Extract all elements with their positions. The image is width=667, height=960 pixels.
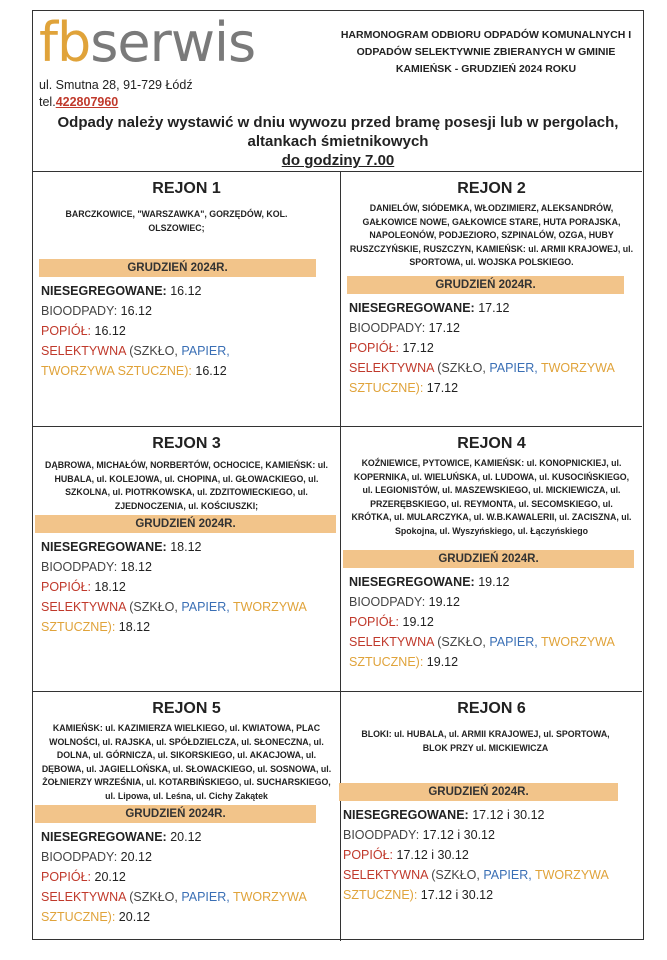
bio-date: 17.12 i 30.12	[422, 828, 495, 842]
region-title: REJON 3	[152, 435, 221, 452]
region-title: REJON 4	[457, 435, 526, 452]
region-6-card	[341, 691, 642, 941]
ash-date: 19.12	[402, 615, 434, 629]
selective-label: SELEKTYWNA	[41, 890, 126, 904]
region-2-card	[341, 171, 642, 426]
bio-date: 16.12	[120, 304, 152, 318]
region-title: REJON 6	[457, 700, 526, 717]
region-5-card	[33, 691, 341, 941]
document-title-line-2: ODPADÓW SELEKTYWNIE ZBIERANYCH W GMINIE	[356, 46, 616, 58]
selective-line	[41, 597, 340, 617]
selective-line-2	[349, 652, 642, 672]
region-areas: BLOKI: ul. HUBALA, ul. ARMII KRAJOWEJ, ul. SPORTOWA, BLOK PRZY ul. MICKIEWICZA	[361, 729, 610, 753]
region-areas: DANIELÓW, SIÓDEMKA, WŁODZIMIERZ, ALEKSANDRÓW, GAŁKOWICE NOWE, GAŁKOWICE STARE, HUTA PORAJSKA, NAPOLEONÓW, PODJEZIORO, SZPINALÓW, OZGA, HUBY RUSZCZYŃSKIE, RUSZCZYN, KAMIEŃSK: ul. ARMII KRAJOWEJ, ul. SPORTOWA, ul. WOJSKA POLSKIEGO.	[349, 203, 634, 267]
mixed-date: 19.12	[478, 575, 510, 589]
bio-label: BIOODPADY:	[349, 595, 426, 609]
ash-label: POPIÓŁ:	[41, 324, 92, 338]
region-schedule	[41, 827, 340, 927]
ash-line	[41, 577, 340, 597]
selective-line	[343, 865, 642, 885]
paper-label: PAPIER,	[181, 600, 230, 614]
region-schedule	[41, 537, 340, 637]
plastic-label-2: SZTUCZNE):	[41, 620, 116, 634]
mixed-label: NIESEGREGOWANE:	[41, 540, 167, 554]
region-1-card	[33, 171, 341, 426]
mixed-waste-line	[41, 537, 340, 557]
fbserwis-logo	[39, 11, 256, 74]
paper-label: PAPIER,	[181, 344, 230, 358]
selective-line-2	[41, 361, 340, 381]
selective-line	[41, 341, 340, 361]
ash-label: POPIÓŁ:	[349, 340, 400, 355]
bio-waste-line	[343, 825, 642, 845]
mixed-date: 17.12	[478, 300, 510, 315]
bio-label: BIOODPADY:	[41, 304, 118, 318]
mixed-waste-line	[41, 281, 340, 301]
mixed-label: NIESEGREGOWANE:	[343, 808, 469, 822]
bio-waste-line	[41, 557, 340, 577]
notice-time: do godziny 7.00	[281, 152, 395, 169]
selective-label: SELEKTYWNA	[41, 600, 126, 614]
month-banner: GRUDZIEŃ 2024R.	[35, 805, 316, 823]
plastic-label-1: TWORZYWA	[541, 360, 615, 375]
ash-label: POPIÓŁ:	[41, 580, 92, 594]
bio-date: 17.12	[428, 320, 460, 335]
selective-line-2	[349, 378, 642, 398]
pickup-notice	[33, 113, 643, 170]
region-title: REJON 1	[152, 180, 221, 197]
bio-waste-line	[349, 592, 642, 612]
region-areas: BARCZKOWICE, "WARSZAWKA", GORZĘDÓW, KOL. OLSZOWIEC;	[65, 209, 288, 233]
month-banner: GRUDZIEŃ 2024R.	[339, 783, 618, 801]
plastic-label-1: TWORZYWA	[541, 635, 615, 649]
header	[33, 11, 643, 171]
selective-line-2	[343, 885, 642, 905]
phone-label: tel.	[39, 95, 56, 109]
schedule-sheet	[32, 10, 644, 940]
selective-label: SELEKTYWNA	[349, 360, 434, 375]
ash-label: POPIÓŁ:	[343, 848, 394, 862]
region-title: REJON 5	[152, 700, 221, 717]
ash-date: 17.12	[402, 340, 434, 355]
mixed-waste-line	[343, 805, 642, 825]
ash-line	[41, 321, 340, 341]
mixed-date: 17.12 i 30.12	[472, 808, 545, 822]
paper-label: PAPIER,	[181, 890, 230, 904]
logo-fb: fb	[39, 11, 91, 74]
notice-line-2: altankach śmietnikowych	[247, 133, 429, 150]
mixed-waste-line	[41, 827, 340, 847]
glass-label: (SZKŁO,	[437, 635, 486, 649]
region-schedule	[349, 298, 642, 398]
mixed-label: NIESEGREGOWANE:	[349, 575, 475, 589]
plastic-label-2: SZTUCZNE):	[349, 655, 424, 669]
selective-label: SELEKTYWNA	[343, 868, 428, 882]
glass-label: (SZKŁO,	[129, 344, 178, 358]
selective-date: 18.12	[118, 620, 151, 634]
bio-waste-line	[349, 318, 642, 338]
ash-date: 16.12	[94, 324, 126, 338]
region-areas: KAMIEŃSK: ul. KAZIMIERZA WIELKIEGO, ul. KWIATOWA, PLAC WOLNOŚCI, ul. RAJSKA, ul. SPÓŁDZIELCZA, ul. SŁONECZNA, ul. DOLNA, ul. GÓRNICZA, ul. SIKORSKIEGO, ul. AKACJOWA, ul. DĘBOWA, ul. JAGIELLOŃSKA, ul. SŁOWACKIEGO, ul. SOSNOWA, ul. ŻOŁNIERZY WRZEŚNIA, ul. KOTARBIŃSKIEGO, ul. SUCHARSKIEGO, ul. Lipowa, ul. Leśna, ul. Cichy Zakątek	[41, 723, 332, 801]
phone-number[interactable]: 422807960	[55, 95, 119, 109]
bio-label: BIOODPADY:	[41, 850, 118, 864]
region-schedule	[41, 281, 340, 381]
glass-label: (SZKŁO,	[129, 890, 178, 904]
month-banner: GRUDZIEŃ 2024R.	[35, 515, 336, 533]
notice-line-1: Odpady należy wystawić w dniu wywozu przed bramę posesji lub w pergolach,	[57, 114, 619, 131]
plastic-label-1: TWORZYWA	[233, 600, 307, 614]
selective-date: 17.12	[426, 380, 459, 395]
selective-date: 19.12	[426, 655, 459, 669]
selective-line-2	[41, 907, 340, 927]
mixed-date: 16.12	[170, 284, 202, 298]
selective-date: 17.12 i 30.12	[420, 888, 494, 902]
region-schedule	[343, 805, 642, 905]
selective-line-2	[41, 617, 340, 637]
month-banner: GRUDZIEŃ 2024R.	[347, 276, 624, 294]
ash-date: 18.12	[94, 580, 126, 594]
plastic-label: TWORZYWA SZTUCZNE):	[41, 364, 192, 378]
selective-label: SELEKTYWNA	[349, 635, 434, 649]
ash-line	[349, 612, 642, 632]
plastic-label-2: SZTUCZNE):	[41, 910, 116, 924]
selective-label: SELEKTYWNA	[41, 344, 126, 358]
region-3-card	[33, 426, 341, 691]
region-areas: DĄBROWA, MICHAŁÓW, NORBERTÓW, OCHOCICE, KAMIEŃSK: ul. HUBALA, ul. KOLEJOWA, ul. CHOPINA, ul. GŁOWACKIEGO, ul. SZKOLNA, ul. PIOTRKOWSKA, ul. ZDZITOWIECKIEGO, ul. ZJEDNOCZENIA, ul. KOŚCIUSZKI;	[45, 460, 328, 511]
ash-label: POPIÓŁ:	[41, 870, 92, 884]
document-title-line-1: HARMONOGRAM ODBIORU ODPADÓW KOMUNALNYCH I	[340, 29, 632, 41]
selective-date: 20.12	[118, 910, 151, 924]
paper-label: PAPIER,	[489, 635, 538, 649]
company-address: ul. Smutna 28, 91-729 Łódź	[39, 78, 193, 92]
plastic-label-2: SZTUCZNE):	[343, 888, 418, 902]
month-banner: GRUDZIEŃ 2024R.	[39, 259, 316, 277]
bio-waste-line	[41, 847, 340, 867]
bio-date: 19.12	[428, 595, 460, 609]
plastic-label-1: TWORZYWA	[535, 868, 609, 882]
bio-label: BIOODPADY:	[343, 828, 420, 842]
plastic-label-1: TWORZYWA	[233, 890, 307, 904]
document-title-line-3: KAMIEŃSK - GRUDZIEŃ 2024 ROKU	[395, 63, 577, 75]
region-areas: KOŹNIEWICE, PYTOWICE, KAMIEŃSK: ul. KONOPNICKIEJ, ul. KOPERNIKA, ul. WIELUŃSKA, ul. LUDOWA, ul. KUSOCIŃSKIEGO, ul. LEGIONISTÓW, ul. MASZEWSKIEGO, ul. MICKIEWICZA, ul. PRZERĘBSKIEGO, ul. REYMONTA, ul. SECOMSKIEGO, ul. KRÓTKA, ul. MULARCZYKA, ul. W.B.KAWALERII, ul. ZACISZNA, ul. Spokojna, ul. Wyszyńskiego, ul. Łączyńskiego	[351, 458, 632, 536]
bio-label: BIOODPADY:	[349, 320, 426, 335]
company-phone	[39, 95, 118, 109]
mixed-date: 20.12	[170, 830, 202, 844]
ash-date: 20.12	[94, 870, 126, 884]
mixed-date: 18.12	[170, 540, 202, 554]
region-title: REJON 2	[457, 180, 526, 197]
mixed-label: NIESEGREGOWANE:	[349, 300, 475, 315]
bio-waste-line	[41, 301, 340, 321]
region-schedule	[349, 572, 642, 672]
bio-label: BIOODPADY:	[41, 560, 118, 574]
selective-line	[349, 358, 642, 378]
ash-date: 17.12 i 30.12	[396, 848, 469, 862]
plastic-label-2: SZTUCZNE):	[349, 380, 424, 395]
mixed-waste-line	[349, 572, 642, 592]
bio-date: 18.12	[120, 560, 152, 574]
glass-label: (SZKŁO,	[129, 600, 178, 614]
ash-line	[349, 338, 642, 358]
document-title	[333, 27, 639, 78]
month-banner: GRUDZIEŃ 2024R.	[343, 550, 634, 568]
paper-label: PAPIER,	[489, 360, 538, 375]
mixed-waste-line	[349, 298, 642, 318]
selective-line	[41, 887, 340, 907]
mixed-label: NIESEGREGOWANE:	[41, 830, 167, 844]
ash-line	[41, 867, 340, 887]
glass-label: (SZKŁO,	[437, 360, 486, 375]
mixed-label: NIESEGREGOWANE:	[41, 284, 167, 298]
region-4-card	[341, 426, 642, 691]
regions-grid	[33, 171, 643, 941]
paper-label: PAPIER,	[483, 868, 532, 882]
ash-line	[343, 845, 642, 865]
logo-serwis: serwis	[90, 11, 256, 74]
selective-line	[349, 632, 642, 652]
glass-label: (SZKŁO,	[431, 868, 480, 882]
ash-label: POPIÓŁ:	[349, 615, 400, 629]
bio-date: 20.12	[120, 850, 152, 864]
selective-date: 16.12	[195, 364, 227, 378]
